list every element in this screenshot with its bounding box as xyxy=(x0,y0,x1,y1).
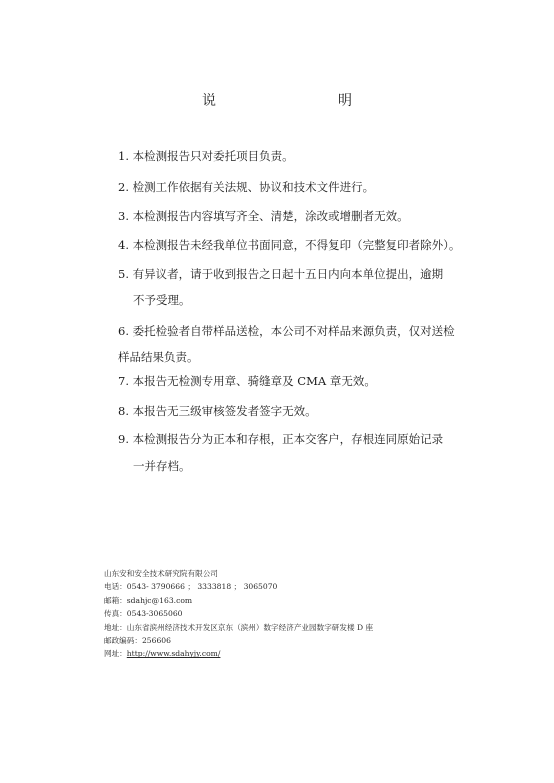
website-link[interactable]: http://www.sdahyjy.com/ xyxy=(126,649,221,659)
note-item-2: 2. 检测工作依据有关法规、协议和技术文件进行。 xyxy=(118,180,375,194)
note-item-5: 5. 有异议者，请于收到报告之日起十五日内向本单位提出，逾期 xyxy=(118,267,444,281)
note-item-5-cont: 不予受理。 xyxy=(133,293,191,307)
note-item-6-cont: 样品结果负责。 xyxy=(118,350,199,364)
note-item-4: 4. 本检测报告未经我单位书面同意，不得复印（完整复印者除外）。 xyxy=(118,238,461,252)
postcode-line: 邮政编码：256606 xyxy=(104,636,171,646)
fax-line: 传真：0543-3065060 xyxy=(104,609,183,619)
phone-line: 电话：0543- 3790666 ； 3333818 ； 3065070 xyxy=(104,582,278,592)
note-item-7: 7. 本报告无检测专用章、骑缝章及 CMA 章无效。 xyxy=(118,374,376,388)
website-label: 网址： xyxy=(104,649,127,659)
address-line: 地址：山东省滨州经济技术开发区京东（滨州）数字经济产业园数字研发楼 D 座 xyxy=(104,622,374,632)
note-item-9-cont: 一并存档。 xyxy=(133,459,191,473)
page-title: 说 明 xyxy=(202,93,406,109)
contact-block xyxy=(104,567,373,661)
website-line xyxy=(104,647,373,660)
note-item-1: 1. 本检测报告只对委托项目负责。 xyxy=(118,149,294,163)
note-item-6: 6. 委托检验者自带样品送检，本公司不对样品来源负责，仅对送检 xyxy=(118,324,455,338)
note-item-9: 9. 本检测报告分为正本和存根，正本交客户，存根连同原始记录 xyxy=(118,432,444,446)
note-item-3: 3. 本检测报告内容填写齐全、清楚，涂改或增删者无效。 xyxy=(118,209,409,223)
email-line: 邮箱：sdahjc@163.com xyxy=(104,595,193,605)
org-name: 山东安和安全技术研究院有限公司 xyxy=(104,569,218,578)
note-item-8: 8. 本报告无三级审核签发者签字无效。 xyxy=(118,404,317,418)
